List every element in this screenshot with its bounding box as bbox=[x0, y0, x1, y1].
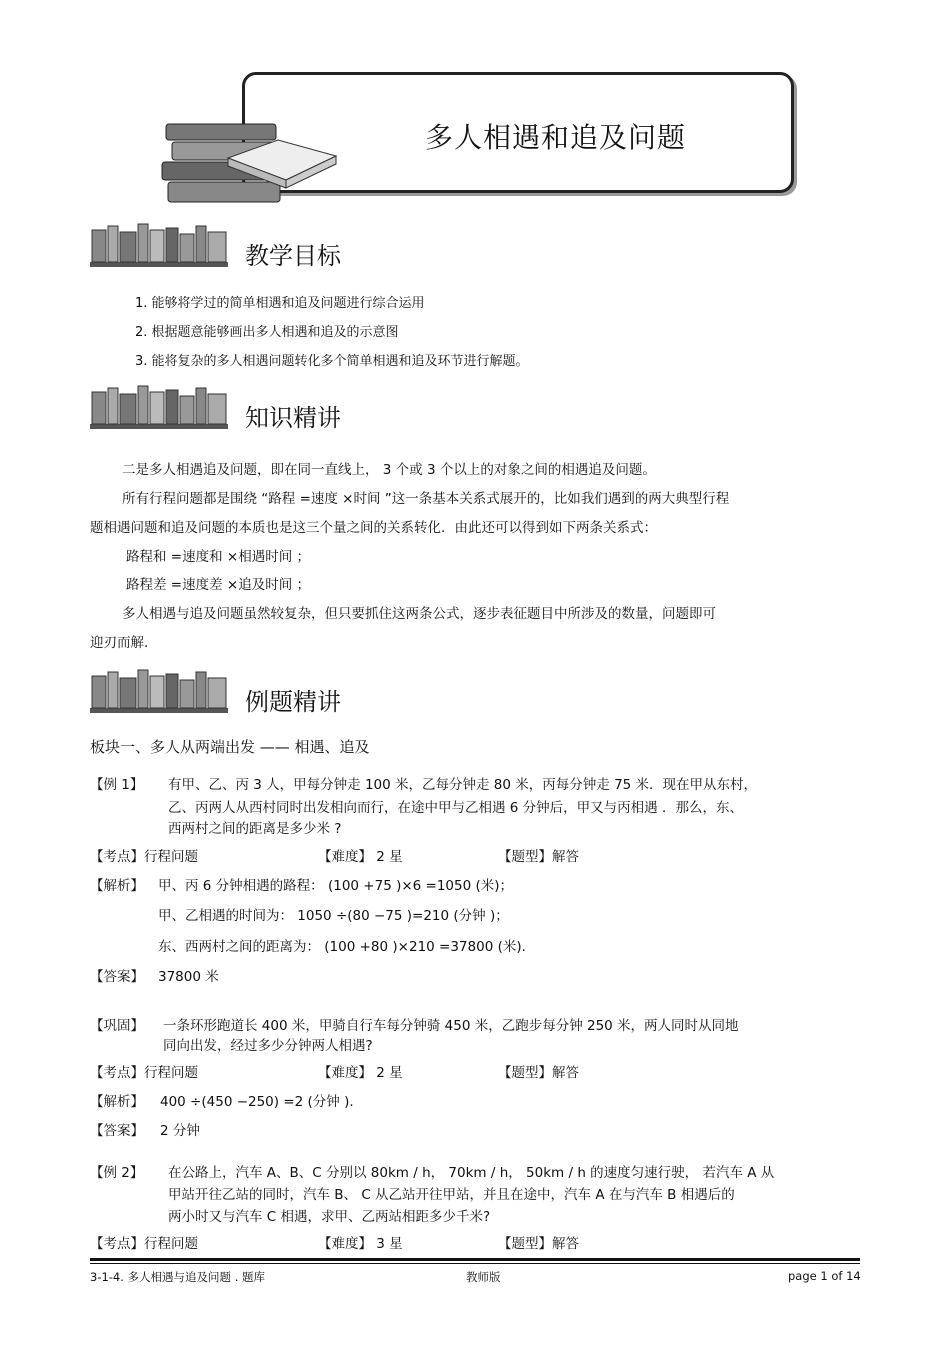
nandu-label: 【难度】 2 星 bbox=[318, 849, 403, 865]
bookshelf-icon bbox=[90, 222, 230, 268]
tixing-label: 【题型】解答 bbox=[498, 1236, 579, 1252]
example-2-line: 两小时又与汽车 C 相遇，求甲、乙两站相距多少千米? bbox=[168, 1209, 491, 1225]
footer-rule bbox=[90, 1258, 860, 1261]
jiexi-line: 400 ÷(450 −250) =2 (分钟 ). bbox=[160, 1094, 354, 1110]
tixing-label: 【题型】解答 bbox=[498, 1065, 579, 1081]
knowledge-line: 所有行程问题都是围绕 “路程 =速度 ×时间 ”这一条基本关系式展开的，比如我们遇到的两大典型行程 bbox=[122, 491, 730, 507]
kaodian-label: 【考点】行程问题 bbox=[90, 849, 198, 865]
example-1-line: 有甲、乙、丙 3 人，甲每分钟走 100 米，乙每分钟走 80 米，丙每分钟走 75 米．现在甲从东村， bbox=[168, 777, 758, 793]
example-2-tag: 【例 2】 bbox=[90, 1165, 144, 1181]
bookshelf-icon bbox=[90, 668, 230, 714]
footer-left: 3-1-4. 多人相遇与追及问题 . 题库 bbox=[90, 1270, 266, 1284]
example-2-line: 在公路上，汽车 A、B、C 分别以 80km / h， 70km / h， 50km / h 的速度匀速行驶， 若汽车 A 从 bbox=[168, 1165, 775, 1181]
block-title: 板块一、多人从两端出发 —— 相遇、追及 bbox=[90, 738, 370, 756]
knowledge-line: 迎刃而解. bbox=[90, 635, 149, 651]
section-title-knowledge: 知识精讲 bbox=[245, 404, 341, 432]
page-title: 多人相遇和追及问题 bbox=[425, 121, 687, 154]
tixing-label: 【题型】解答 bbox=[498, 849, 579, 865]
page-number: page 1 of 14 bbox=[788, 1269, 861, 1283]
nandu-label: 【难度】 2 星 bbox=[318, 1065, 403, 1081]
goal-item-2: 2. 根据题意能够画出多人相遇和追及的示意图 bbox=[135, 325, 399, 340]
knowledge-line: 多人相遇与追及问题虽然较复杂，但只要抓住这两条公式，逐步表征题目中所涉及的数量，问题即可 bbox=[122, 606, 716, 622]
jiexi-line: 东、西两村之间的距离为： (100 +80 )×210 =37800 (米). bbox=[158, 939, 526, 955]
footer-center: 教师版 bbox=[466, 1270, 501, 1284]
goal-item-1: 1. 能够将学过的简单相遇和追及问题进行综合运用 bbox=[135, 296, 425, 311]
section-title-examples: 例题精讲 bbox=[245, 688, 341, 716]
answer-value: 37800 米 bbox=[158, 969, 219, 985]
jiexi-line: 甲、丙 6 分钟相遇的路程： (100 +75 )×6 =1050 (米)； bbox=[158, 878, 514, 894]
example-1-line: 乙、丙两人从西村同时出发相向而行，在途中甲与乙相遇 6 分钟后，甲又与丙相遇 ．那么，东、 bbox=[168, 800, 743, 816]
example-2-line: 甲站开往乙站的同时，汽车 B、 C 从乙站开往甲站，并且在途中，汽车 A 在与汽车 B 相遇后的 bbox=[168, 1187, 735, 1203]
consolidate-line: 同向出发，经过多少分钟两人相遇? bbox=[163, 1038, 373, 1054]
answer-value: 2 分钟 bbox=[160, 1123, 200, 1139]
example-1-line: 西两村之间的距离是多少米 ? bbox=[168, 821, 342, 837]
answer-tag: 【答案】 bbox=[90, 1123, 144, 1139]
consolidate-tag: 【巩固】 bbox=[90, 1018, 144, 1034]
kaodian-label: 【考点】行程问题 bbox=[90, 1065, 198, 1081]
formula-sum: 路程和 =速度和 ×相遇时间 ； bbox=[126, 549, 310, 565]
bookshelf-icon bbox=[90, 384, 230, 430]
nandu-label: 【难度】 3 星 bbox=[318, 1236, 403, 1252]
jiexi-line: 甲、乙相遇的时间为： 1050 ÷(80 −75 )=210 (分钟 )； bbox=[158, 908, 509, 924]
answer-tag: 【答案】 bbox=[90, 969, 144, 985]
example-1-tag: 【例 1】 bbox=[90, 777, 144, 793]
jiexi-tag: 【解析】 bbox=[90, 878, 144, 894]
knowledge-line: 二是多人相遇追及问题，即在同一直线上， 3 个或 3 个以上的对象之间的相遇追及问题。 bbox=[122, 462, 656, 478]
kaodian-label: 【考点】行程问题 bbox=[90, 1236, 198, 1252]
goal-item-3: 3. 能将复杂的多人相遇问题转化多个简单相遇和追及环节进行解题。 bbox=[135, 354, 529, 369]
consolidate-line: 一条环形跑道长 400 米，甲骑自行车每分钟骑 450 米，乙跑步每分钟 250 米，两人同时从同地 bbox=[163, 1018, 739, 1034]
section-title-goals: 教学目标 bbox=[245, 242, 341, 270]
knowledge-line: 题相遇问题和追及问题的本质也是这三个量之间的关系转化．由此还可以得到如下两条关系式： bbox=[90, 520, 657, 536]
formula-diff: 路程差 =速度差 ×追及时间 ； bbox=[126, 577, 310, 593]
jiexi-tag: 【解析】 bbox=[90, 1094, 144, 1110]
footer-rule bbox=[90, 1263, 860, 1264]
books-illustration bbox=[158, 118, 338, 208]
